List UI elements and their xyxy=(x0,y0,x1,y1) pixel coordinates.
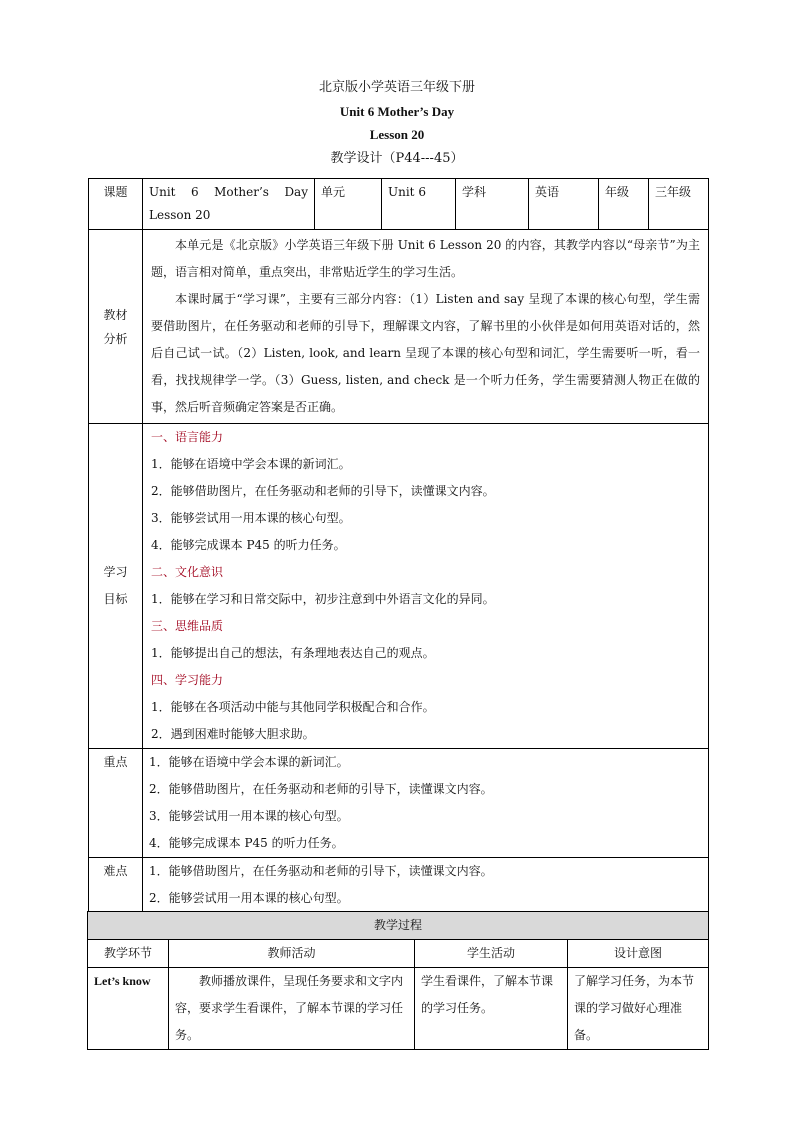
header-stage: 教学环节 xyxy=(88,940,169,968)
objectives-label-text: 学习目标 xyxy=(103,565,128,606)
grade-label: 年级 xyxy=(599,179,649,230)
process-title-row xyxy=(88,912,709,940)
objective-item: 4．能够完成课本 P45 的听力任务。 xyxy=(151,538,346,552)
objective-item: 3．能够尝试用一用本课的核心句型。 xyxy=(151,511,351,525)
process-row xyxy=(88,968,709,1050)
process-stage: Let’s know xyxy=(88,968,169,1050)
analysis-label-text: 教材分析 xyxy=(103,307,128,346)
objectives-content xyxy=(143,424,709,749)
doc-title-unit: Unit 6 Mother’s Day xyxy=(339,103,455,119)
doc-title-design: 教学设计（P44---45） xyxy=(330,150,464,166)
topic-value: Unit 6 Mother’s Day Lesson 20 xyxy=(143,179,315,230)
objective-item: 2．遇到困难时能够大胆求助。 xyxy=(151,727,315,741)
key-points-content xyxy=(143,749,709,858)
lesson-info-table xyxy=(88,178,709,913)
process-student: 学生看课件，了解本节课的学习任务。 xyxy=(415,968,568,1050)
key-point-item: 4．能够完成课本 P45 的听力任务。 xyxy=(149,836,344,850)
objectives-label xyxy=(89,424,143,749)
objective-item: 1．能够在语境中学会本课的新词汇。 xyxy=(151,457,351,471)
analysis-paragraph-1: 本单元是《北京版》小学英语三年级下册 Unit 6 Lesson 20 的内容，其教学内容以“母亲节”为主题，语言相对简单，重点突出，非常贴近学生的学习生活。 xyxy=(151,238,700,279)
unit-value: Unit 6 xyxy=(382,179,456,230)
difficulty-item: 2．能够尝试用一用本课的核心句型。 xyxy=(149,891,349,905)
process-teacher-cell xyxy=(169,968,415,1050)
document-header xyxy=(0,76,794,170)
objective-item: 1．能够在各项活动中能与其他同学积极配合和合作。 xyxy=(151,700,435,714)
process-intent: 了解学习任务，为本节课的学习做好心理准备。 xyxy=(568,968,709,1050)
key-point-item: 1．能够在语境中学会本课的新词汇。 xyxy=(149,755,349,769)
objectives-row xyxy=(89,424,709,749)
analysis-row xyxy=(89,230,709,424)
key-points-row xyxy=(89,749,709,858)
key-point-item: 2．能够借助图片，在任务驱动和老师的引导下，读懂课文内容。 xyxy=(149,782,493,796)
objective-heading-language: 一、语言能力 xyxy=(151,430,224,444)
difficulties-label: 难点 xyxy=(89,858,143,913)
objective-item: 2．能够借助图片，在任务驱动和老师的引导下，读懂课文内容。 xyxy=(151,484,495,498)
objective-heading-culture: 二、文化意识 xyxy=(151,565,224,579)
objective-item: 1．能够提出自己的想法，有条理地表达自己的观点。 xyxy=(151,646,435,660)
objective-heading-thinking: 三、思维品质 xyxy=(151,619,224,633)
difficulties-row xyxy=(89,858,709,913)
header-teacher: 教师活动 xyxy=(169,940,415,968)
analysis-label xyxy=(89,230,143,424)
unit-label: 单元 xyxy=(315,179,382,230)
doc-title-line1: 北京版小学英语三年级下册 xyxy=(318,80,475,95)
difficulties-content xyxy=(143,858,709,913)
difficulty-item: 1．能够借助图片，在任务驱动和老师的引导下，读懂课文内容。 xyxy=(149,864,493,878)
process-header-row xyxy=(88,940,709,968)
teaching-process-table xyxy=(87,911,709,1050)
analysis-paragraph-2: 本课时属于“学习课”，主要有三部分内容：（1）Listen and say 呈现了本课的核心句型，学生需要借助图片，在任务驱动和老师的引导下，理解课文内容，了解书里的小伙伴是如何用英语对话的，然后自己试一试。（2）Listen, look, and learn 呈现了本课的核心句型和词汇，学生需要听一听，看一看，找找规律学一学。（3）Guess, listen, and check 是一个听力任务，学生需要猜测人物正在做的事，然后听音频确定答案是否正确。 xyxy=(151,292,700,414)
header-student: 学生活动 xyxy=(415,940,568,968)
topic-row xyxy=(89,179,709,230)
objective-item: 1．能够在学习和日常交际中，初步注意到中外语言文化的异同。 xyxy=(151,592,495,606)
key-points-label: 重点 xyxy=(89,749,143,858)
topic-label: 课题 xyxy=(89,179,143,230)
key-point-item: 3．能够尝试用一用本课的核心句型。 xyxy=(149,809,349,823)
process-teacher: 教师播放课件，呈现任务要求和文字内容，要求学生看课件，了解本节课的学习任务。 xyxy=(175,974,404,1042)
header-intent: 设计意图 xyxy=(568,940,709,968)
grade-value: 三年级 xyxy=(649,179,709,230)
objective-heading-learning: 四、学习能力 xyxy=(151,673,224,687)
doc-title-lesson: Lesson 20 xyxy=(369,127,425,142)
subject-label: 学科 xyxy=(456,179,529,230)
subject-value: 英语 xyxy=(529,179,599,230)
analysis-content xyxy=(143,230,709,424)
process-title: 教学过程 xyxy=(88,912,709,940)
